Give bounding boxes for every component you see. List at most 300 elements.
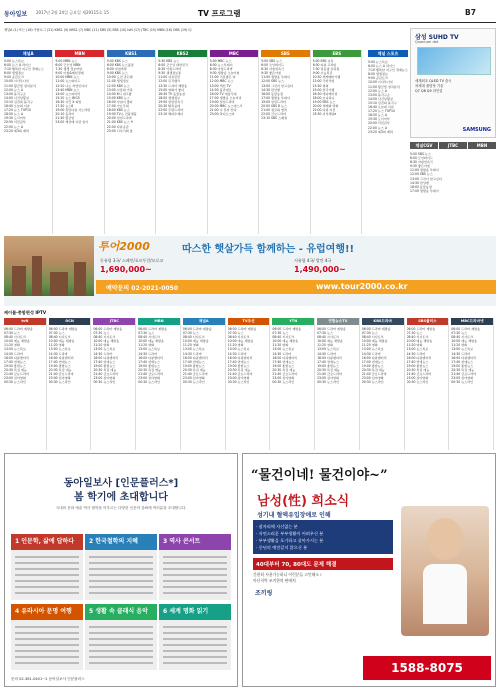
program-line: 14:30 드라마 — [451, 351, 471, 356]
program-line: 5:00 MBN 뉴스 — [55, 59, 78, 63]
program-line: 23:00 시사기획 창 — [106, 128, 133, 133]
program-line: 18:00 KBS 뉴스 — [106, 108, 130, 113]
program-line: 15:00 KBS 뉴스 — [106, 95, 130, 100]
cable-column-list — [4, 327, 46, 384]
cable-column-head: TV조선 — [228, 318, 270, 325]
program-line: 08:40 시사토크 — [93, 335, 116, 340]
cable-column — [49, 318, 92, 450]
program-line: 13:30 드라마 재방송 — [158, 83, 188, 88]
tv-column-list — [107, 59, 155, 133]
program-line: 07:30 뉴스 — [272, 331, 289, 336]
program-line: 06:00 드라마 재방송 — [406, 327, 436, 331]
program-line: 06:00 드라마 재방송 — [138, 327, 167, 331]
cable-column-head: KBS드라마 — [362, 318, 404, 325]
program-line: 11:00 여유만만 — [158, 75, 181, 80]
program-line: 12:00 뮤직뱅크 — [158, 79, 181, 84]
program-line: 07:30 뉴스 — [4, 331, 20, 336]
program-line: 17:40 연예뉴스 — [361, 359, 384, 364]
samsung-ad — [410, 28, 496, 138]
plus-title: 동아일보사 [인문플러스*] — [63, 478, 179, 489]
program-line: 19:50 일일연속극 — [158, 99, 184, 104]
program-line: 5:00 뉴스특보 — [4, 59, 24, 63]
course-line — [89, 556, 153, 558]
program-line: 08:40 시사토크 — [451, 335, 474, 340]
program-line: 9:00 공감토크 — [4, 75, 24, 80]
man-photo — [401, 506, 489, 636]
program-line: 20:30 특집 예능 — [317, 367, 340, 372]
cable-column-head: JTBC — [93, 318, 135, 325]
program-line: 12:20 나는 자연인이다 — [55, 83, 88, 88]
program-line: 5:00 SBS 뉴스 — [261, 59, 283, 63]
program-line: 19:30 도시어부 — [4, 116, 26, 121]
course-line — [15, 644, 79, 646]
program-line: 16:00 TV 예술무대 — [209, 91, 237, 96]
program-line: 08:40 시사토크 — [48, 335, 71, 340]
program-line: 11:00 생생정보 — [106, 79, 129, 84]
program-line: 07:30 뉴스 — [48, 331, 65, 336]
program-line: 6:00 모닝와이드 — [261, 63, 285, 68]
program-line: 11:20 영화 — [451, 343, 468, 348]
program-line: 06:00 드라마 재방송 — [361, 327, 391, 331]
program-line: 23:00 라디오스타 — [209, 112, 235, 117]
program-line: 20:00 세계의 명화 — [312, 104, 339, 109]
cable-column-list — [228, 327, 270, 384]
program-line: 19:00 종합뉴스 — [272, 363, 295, 368]
cable-column — [93, 318, 136, 450]
program-line: 20:30 특집 예능 — [227, 367, 251, 372]
program-line: 12:00 뉴스 A — [4, 87, 23, 92]
program-line: 20:30 특집 예능 — [272, 367, 296, 372]
program-line: 20:50 서민갑부 — [368, 121, 390, 126]
course-card[interactable] — [85, 604, 157, 670]
program-line: 21:40 금요드라마 — [48, 372, 74, 377]
program-line: 16:00 다큐멘터리 — [317, 355, 342, 360]
program-line: 20:30 특집 예능 — [451, 367, 475, 372]
program-line: 14:30 드라마 — [272, 351, 292, 356]
program-line: 23:00 심야영화 — [138, 376, 161, 381]
program-line: 16:00 다큐멘터리 — [138, 355, 164, 360]
cable-column-head: MBN — [138, 318, 180, 325]
cable-list — [410, 152, 496, 193]
cable-column-head: 채널A — [183, 318, 225, 325]
cable-column — [317, 318, 360, 450]
course-line — [163, 592, 227, 594]
program-line: 21:40 금요드라마 — [317, 372, 342, 377]
program-line: 16:30 애니메이션 — [312, 91, 338, 96]
program-line: 13:00 사랑의 가족 — [106, 87, 133, 92]
program-line: 6:00 뉴스 A 라이브 — [4, 63, 31, 68]
program-line: 23:20 제3의 매력 — [4, 128, 29, 133]
course-number: 6 세계 명화 읽기 — [159, 604, 231, 620]
course-card[interactable] — [11, 534, 83, 600]
program-line: 07:30 뉴스 — [317, 331, 333, 336]
program-line: 16:00 다큐멘터리 — [361, 355, 387, 360]
program-line: 14:30 드라마 — [182, 351, 202, 356]
course-line — [89, 592, 153, 594]
program-line: 20:30 특집 예능 — [4, 367, 27, 372]
program-line: 16:30 TV 동물농장 — [158, 91, 186, 96]
issue-date: 2017년 2월 24일 금요일 제29115호 15 — [36, 10, 109, 15]
med-highlight: 40대부터 70, 80대도 문제 해결 — [253, 558, 393, 570]
channel-notes: 채널A (1) 또는 (18) 아날로그 (31) KBS1 (9) KBS2 (7) MBC (11) SBS (5) EBS (10) tvN (17) JTBC (15) MBN (16) OBS (19) CJ — [4, 28, 192, 32]
program-line: 17:00 가요무대 — [106, 104, 129, 109]
program-line: 06:00 드라마 재방송 — [317, 327, 346, 331]
program-line: 07:30 뉴스 — [138, 331, 155, 336]
program-line: 17:20 뉴스 TOP10 — [4, 108, 31, 113]
program-line: 10:00 예능 재방송 — [406, 339, 433, 344]
program-line: 13:00 그것이 알고싶다 — [410, 176, 442, 181]
program-line: 5:00 EBS 초목 — [312, 59, 334, 63]
program-line: 11:20 영화 — [93, 343, 110, 348]
med-phone[interactable]: 1588-8075 — [363, 656, 491, 680]
program-line: 11:20 영화 — [48, 343, 65, 348]
program-line: 20:30 특집 예능 — [138, 367, 162, 372]
cable-grid — [4, 318, 496, 450]
program-line: 15:10 김진의 돌직구 — [368, 100, 397, 105]
program-line: 13:30 명의 — [312, 83, 329, 88]
course-line — [15, 632, 79, 634]
cable-column-head: MBC드라마넷 — [451, 318, 493, 325]
course-line — [15, 650, 79, 652]
cable-column-head: YTN — [272, 318, 314, 325]
program-line: 11:00 기분좋은 날 — [209, 75, 236, 80]
program-line: 5:00 KBS 뉴스 — [106, 59, 128, 63]
course-line — [15, 626, 79, 628]
program-line: 00:30 뉴스라인 — [317, 380, 339, 385]
program-line: 12:00 MBC 뉴스 — [209, 79, 234, 84]
med-bullets: · 잠자리에 자신없는 분 · 자연스러운 부부생활이 어려우신 분 · 부부생활을 포기하고 살아가시는 분 · 중년의 예전같지 않으신 분 — [253, 520, 393, 554]
program-line: 00:30 뉴스라인 — [93, 380, 116, 385]
program-line: 14:30 드라마 — [48, 351, 68, 356]
program-line: 5:30 KBS 뉴스 — [158, 59, 180, 63]
course-line — [163, 644, 227, 646]
program-line: 07:30 뉴스 — [361, 331, 378, 336]
tv-column-list — [158, 59, 206, 116]
cable-column-list — [138, 327, 180, 384]
program-line: 13:00 뉴스특보 — [317, 347, 339, 352]
program-line: 21:30 황금알 — [55, 116, 75, 121]
program-line: 17:30 뉴스8 — [55, 104, 74, 109]
tv-column-head: 채널A — [4, 50, 52, 57]
course-line — [163, 580, 227, 582]
program-line: 13:00 뉴스특보 — [4, 347, 26, 352]
program-line: 11:00 생방송 투데이 — [261, 75, 290, 80]
program-line: 23:00 심야영화 — [272, 376, 295, 381]
program-line: 18:00 보니하니 — [312, 95, 335, 100]
program-line: 21:00 KBS 뉴스 9 — [106, 120, 133, 125]
program-line: 22:00 주말드라마 — [158, 108, 184, 113]
cable-column-list — [407, 327, 449, 384]
program-line: 23:00 심야영화 — [182, 376, 205, 381]
program-line: 13:00 그것이 알고싶다 — [261, 83, 293, 88]
tour-phone: 예약문의 02-2021-0050 — [106, 285, 179, 292]
program-line: 10:00 예능 재방송 — [361, 339, 388, 344]
program-line: 11:20 영화 — [317, 343, 333, 348]
tv-column-head: KBS1 — [107, 50, 155, 57]
program-line: 11:20 영화 — [406, 343, 423, 348]
program-line: 14:00 사건상황실 — [4, 95, 29, 100]
tour-ad — [4, 236, 496, 306]
program-line: 9:00 수능특강 — [312, 71, 333, 76]
course-line — [163, 556, 227, 558]
program-line: 00:30 뉴스라인 — [138, 380, 161, 385]
program-line: 14:30 런닝맨 — [261, 87, 281, 92]
tv-column-head: MBC — [210, 50, 258, 57]
course-line — [163, 568, 227, 570]
program-line: 6:00 굿모닝 MBN — [55, 63, 81, 68]
program-line: 13:00 돌직구쇼 — [4, 91, 26, 96]
program-line: 19:00 종합뉴스 — [182, 363, 205, 368]
tv-column-list — [55, 59, 103, 125]
program-line: 20:00 MBC 뉴스데스크 — [209, 104, 243, 109]
program-line: 17:40 연예뉴스 — [406, 359, 429, 364]
tour-headline: 따스한 햇살가득 함께하는 - 유럽여행!! — [182, 244, 355, 255]
program-line: 14:30 드라마 — [93, 351, 113, 356]
course-line — [163, 586, 227, 588]
course-line — [15, 656, 79, 658]
program-line: 00:30 뉴스라인 — [272, 380, 295, 385]
program-line: 21:40 금요드라마 — [361, 372, 387, 377]
course-number: 1 인문학, 삶에 답하다 — [11, 534, 83, 550]
tv-column-list — [210, 59, 258, 116]
course-line — [163, 562, 227, 564]
program-line: 10:00 시사투나잇 — [4, 79, 29, 84]
tour-photo — [4, 236, 94, 296]
program-line: 19:00 종합뉴스 — [48, 363, 71, 368]
program-line: 13:00 뉴스특보 — [138, 347, 161, 352]
cable-column-list — [183, 327, 225, 384]
program-line: 16:30 사건 X 파일 — [55, 99, 82, 104]
program-line: 13:00 뉴스특보 — [182, 347, 205, 352]
course-card[interactable] — [11, 604, 83, 670]
program-line: 20:30 특집 예능 — [48, 367, 72, 372]
program-line: 21:40 금요드라마 — [451, 372, 477, 377]
program-line: 10:00 시사투나잇 — [368, 80, 393, 85]
program-line: 11:00 뉴스와이드 — [55, 79, 81, 84]
program-line: 14:30 드라마 — [361, 351, 381, 356]
program-line: 17:40 연예뉴스 — [48, 359, 71, 364]
program-line: 08:40 시사토크 — [182, 335, 205, 340]
program-line: 22:00 금요드라마 — [261, 112, 286, 117]
program-line: 00:30 뉴스라인 — [4, 380, 26, 385]
cable-column — [451, 318, 494, 450]
course-line — [15, 562, 79, 564]
program-line: 08:40 시사토크 — [138, 335, 161, 340]
program-line: 10:00 예능 재방송 — [48, 339, 75, 344]
program-line: 08:40 시사토크 — [361, 335, 384, 340]
program-line: 9:00 KBS 뉴스 — [106, 71, 128, 76]
tv-column — [55, 50, 104, 234]
tour-strip — [96, 280, 496, 294]
program-line: 19:00 종합뉴스 — [138, 363, 161, 368]
program-line: 11:20 영화 — [227, 343, 244, 348]
program-line: 21:40 금요드라마 — [406, 372, 432, 377]
program-line: 22:00 뉴스 A — [4, 124, 23, 129]
tv-image — [417, 47, 491, 75]
program-line: 20:30 특집 예능 — [406, 367, 430, 372]
program-line: 07:30 뉴스 — [93, 331, 110, 336]
med-sub: 성기내 혈액유입장애로 인해 — [257, 512, 331, 519]
tv-column-head: KBS2 — [158, 50, 206, 57]
program-line: 13:00 뉴스특보 — [451, 347, 474, 352]
program-line: 13:00 뉴스특보 — [227, 347, 250, 352]
program-line: 8:00 생생정보 — [368, 72, 388, 77]
tour-price-left: 1,690,000~ — [100, 265, 152, 274]
program-line: 16:00 동물농장 — [410, 184, 432, 189]
program-line: 11:20 영화 — [361, 343, 378, 348]
cable-column-list — [362, 327, 404, 384]
program-line: 14:30 드라마 — [4, 351, 23, 356]
program-line: 21:40 금요드라마 — [4, 372, 29, 377]
tour-sub-right: 서유럽 4국/ 발칸 4국 — [294, 258, 332, 263]
course-line — [89, 656, 153, 658]
program-line: 6:00 굿모닝 대한민국 — [158, 63, 189, 68]
program-line: 12:00 극한직업 — [312, 79, 335, 84]
program-line: 6:00 모닝와이드 — [410, 156, 433, 161]
program-line: 07:30 뉴스 — [451, 331, 468, 336]
program-line: 9:30 좋은아침 — [261, 71, 282, 76]
cable-column — [228, 318, 271, 450]
course-line — [15, 586, 79, 588]
program-line: 10:00 예능 재방송 — [138, 339, 164, 344]
course-line — [163, 638, 227, 640]
program-line: 20:10 동치미 — [55, 112, 75, 117]
program-line: 14:30 드라마 — [227, 351, 247, 356]
course-line — [89, 644, 153, 646]
tv-column — [4, 50, 53, 234]
program-line: 23:00 세상에 이런 일이 — [55, 120, 89, 125]
program-line: 8:30 아침연속극 — [410, 160, 433, 165]
program-line: 16:00 다큐멘터리 — [4, 355, 29, 360]
program-line: 15:20 뉴스 BIG5 — [55, 95, 80, 100]
program-line: 00:30 뉴스라인 — [182, 380, 205, 385]
tv-column-list — [261, 59, 309, 120]
program-line: 19:00 종합뉴스 — [93, 363, 116, 368]
program-line: 12:00 KBS 뉴스 — [106, 83, 130, 88]
program-line: 00:30 뉴스라인 — [406, 380, 429, 385]
program-line: 19:00 종합뉴스 — [317, 363, 339, 368]
program-line: 07:30 뉴스 — [227, 331, 244, 336]
program-line: 17:40 연예뉴스 — [451, 359, 474, 364]
header-rule — [4, 22, 496, 23]
course-card[interactable] — [159, 604, 231, 670]
program-line: 20:00 SBS 8 뉴스 — [261, 104, 287, 109]
program-line: 00:30 뉴스라인 — [361, 380, 384, 385]
program-line: 16:00 다큐멘터리 — [227, 355, 253, 360]
plus-subtitle: 봄 학기에 초대합니다 — [74, 492, 168, 503]
program-line: 6:00 다큐 프라임 — [312, 63, 337, 68]
program-line: 13:40 MBN 뉴스 — [55, 87, 80, 92]
course-line — [163, 574, 227, 576]
course-line — [163, 650, 227, 652]
medical-ad — [242, 453, 496, 687]
program-line: 17:00 생방송 투데이 — [410, 188, 439, 193]
samsung-sub: Quantum dot — [415, 40, 439, 44]
course-card[interactable] — [159, 534, 231, 600]
page-title: TV 프로그램 — [198, 9, 241, 18]
program-line: 16:00 동물농장 — [261, 91, 283, 96]
cable-column-list — [93, 327, 135, 384]
tv-column — [210, 50, 259, 234]
program-line: 22:00 뉴스 A — [368, 125, 387, 130]
program-line: 11:00 황금빛 정치분석 — [4, 83, 36, 88]
program-line: 14:00 뉴스파이터 — [55, 91, 81, 96]
program-line: 06:00 드라마 재방송 — [93, 327, 123, 331]
program-line: 16:00 다큐멘터리 — [48, 355, 74, 360]
program-line: 19:00 종합뉴스 — [451, 363, 474, 368]
program-line: 21:40 금요드라마 — [182, 372, 208, 377]
program-line: 5:00 MBC 뉴스 — [209, 59, 232, 63]
course-grid — [11, 534, 233, 674]
tour-site: www.tour2000.co.kr — [316, 282, 408, 291]
cable-column-list — [49, 327, 91, 384]
program-line: 14:30 런닝맨 — [410, 180, 429, 185]
program-line: 17:00 생방송 투데이 — [261, 95, 290, 100]
program-line: 11:20 영화 — [272, 343, 289, 348]
inmun-plus-ad — [4, 453, 238, 687]
course-line — [163, 626, 227, 628]
course-line — [89, 562, 153, 564]
plus-footer: 문의 02-361-0401~2 동아일보사 인문플러스 — [11, 677, 85, 681]
program-line: 16:00 다큐멘터리 — [182, 355, 208, 360]
tv-column — [261, 50, 310, 234]
program-line: 16:00 다큐멘터리 — [451, 355, 477, 360]
program-line: 11:00 황금빛 정치분석 — [368, 84, 400, 89]
course-number: 5 생활 속 클래식 음악 — [85, 604, 157, 620]
program-line: 16:00 다큐멘터리 — [93, 355, 119, 360]
program-line: 9:30 좋은아침 — [410, 164, 430, 169]
tv-column-list — [4, 59, 52, 133]
program-line: 19:30 도시어부 — [368, 117, 390, 122]
program-line: 00:30 뉴스라인 — [451, 380, 474, 385]
program-line: 16:00 아침이 좋다 — [106, 99, 133, 104]
samsung-head: 삼성 SUHD TV — [415, 34, 459, 41]
tv-column — [107, 50, 156, 234]
program-line: 07:30 뉴스 — [406, 331, 423, 336]
course-line — [89, 632, 153, 634]
right-column-list — [368, 60, 408, 134]
cable-column — [4, 318, 47, 450]
course-line — [89, 580, 153, 582]
program-line: 20:00 일일드라마 — [106, 116, 132, 121]
program-line: 8:30 아침드라마 — [158, 67, 182, 72]
program-line: 23:00 심야영화 — [406, 376, 429, 381]
program-line: 19:00 종합뉴스 — [361, 363, 384, 368]
program-line: 11:20 영화 — [182, 343, 199, 348]
program-line: 17:40 연예뉴스 — [227, 359, 250, 364]
program-line: 18:00 생생정보 — [158, 95, 181, 100]
course-line — [163, 656, 227, 658]
program-line: 23:00 심야영화 — [451, 376, 474, 381]
program-line: 13:00 돌직구쇼 — [368, 92, 390, 97]
program-line: 6:00 뉴스투데이 — [209, 63, 233, 68]
course-line — [15, 638, 79, 640]
program-line: 6:00 뉴스 A 라이브 — [368, 64, 395, 69]
program-line: 8:00 아침마당 — [106, 67, 127, 72]
program-line: 19:00 종합뉴스 — [4, 363, 26, 368]
cable-heads: 채널CGV JTBC MBN — [410, 142, 496, 150]
course-card[interactable] — [85, 534, 157, 600]
program-line: 13:00 섹션 TV — [209, 83, 231, 88]
program-line: 21:40 금요드라마 — [227, 372, 253, 377]
program-line: 17:40 연예뉴스 — [272, 359, 295, 364]
program-line: 8:30 아침드라마 — [209, 67, 233, 72]
program-line: 13:00 뉴스특보 — [48, 347, 71, 352]
samsung-brand: SAMSUNG — [462, 127, 491, 133]
program-line: 23:20 제3의 매력 — [368, 129, 393, 134]
program-line: 23:00 심야영화 — [93, 376, 116, 381]
program-line: 5:00 뉴스특보 — [368, 60, 388, 64]
